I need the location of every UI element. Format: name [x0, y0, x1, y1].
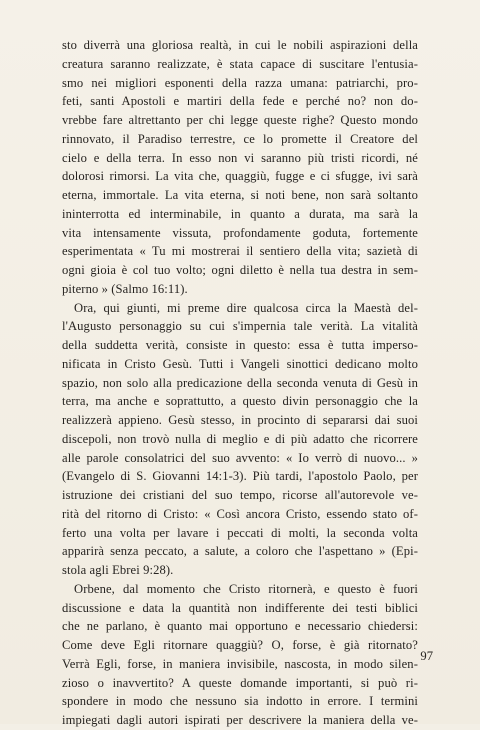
text-line: realizzerà appieno. Gesù stesso, in procinto di separarsi dai suoi — [62, 413, 418, 427]
text-line: terra, ma anche e soprattutto, a questo divin personaggio che la — [62, 394, 418, 409]
text-line: apparirà senza peccato, a salute, a coloro che l'aspettano » (Epi- — [62, 544, 418, 559]
page-number: 97 — [420, 649, 433, 663]
text-line: spondere in modo che nessuno sia indotto in errore. I termini — [62, 694, 418, 709]
text-line: che ne parlano, è quanto mai opportuno e necessario chiedersi: — [62, 619, 418, 634]
paragraph — [62, 36, 418, 299]
text-line: l'Augusto personaggio su cui s'impernia tale verità. La vitalità — [62, 319, 418, 334]
text-line: rità del ritorno di Cristo: « Così ancora Cristo, essendo stato of- — [62, 506, 418, 521]
text-line: vita intensamente vissuta, profondamente goduta, fortemente — [62, 225, 418, 240]
text-line: istruzione dei cristiani del suo tempo, ricorse all'autorevole ve- — [62, 488, 418, 502]
text-line: Verrà Egli, forse, in maniera invisibile, nascosta, in modo silen- — [62, 656, 418, 671]
text-line: Come deve Egli ritornare quaggiù? O, forse, è già ritornato? — [62, 638, 418, 652]
text-line: dolorosi rimorsi. La vita che, quaggiù, fugge e ci sfugge, ivi sarà — [62, 169, 418, 184]
text-line: smo nei migliori esponenti della razza umana: patriarchi, pro- — [62, 75, 418, 90]
text-line: feti, santi Apostoli e martiri della fede e perché no? non do- — [62, 94, 418, 109]
text-line: ferto una volta per lavare i peccati di molti, la seconda volta — [62, 525, 418, 540]
text-line: vrebbe fare altrettanto per chi legge queste righe? Questo mondo — [62, 113, 418, 127]
text-line: della suddetta verità, consiste in questo: essa è tutta imperso- — [62, 338, 418, 352]
paragraph — [62, 299, 418, 580]
text-line: creatura saranno realizzate, è stata capace di suscitare l'entusia- — [62, 56, 418, 71]
text-line: ogni gioia è col tuo volto; ogni diletto è nella tua destra in sem- — [62, 263, 418, 277]
text-line: zioso o inavvertito? A queste domande importanti, si può ri- — [62, 675, 418, 690]
text-line: discussione e data la quantità non indifferente dei testi biblici — [62, 600, 418, 615]
text-line: cielo e della terra. In esso non vi saranno più tristi ricordi, né — [62, 150, 418, 165]
text-line: ininterrotta ed interminabile, in quanto a durata, ma sarà la — [62, 206, 418, 221]
text-line: sto diverrà una gloriosa realtà, in cui le nobili aspirazioni della — [62, 38, 418, 52]
text-line: stola agli Ebrei 9:28). — [62, 563, 174, 577]
text-line: nificata in Cristo Gesù. Tutti i Vangeli sinottici dedicano molto — [62, 356, 418, 371]
text-line: esperimentata « Tu mi mostrerai il sentiero della vita; sazietà di — [62, 244, 418, 259]
paragraph — [62, 580, 418, 730]
text-line: eterna, immortale. La vita eterna, si noti bene, non sarà soltanto — [62, 188, 418, 202]
text-line: rinnovato, il Paradiso terrestre, ce lo promette il Creatore del — [62, 131, 418, 146]
text-line: discepoli, non trovò nulla di meglio e di più adatto che ricorrere — [62, 431, 418, 446]
text-line: Orbene, dal momento che Cristo ritornerà, e questo è fuori — [74, 581, 418, 596]
text-line: alle parole consolatrici del suo avvento: « Io verrò di nuovo... » — [62, 450, 418, 465]
text-line: (Evangelo di S. Giovanni 14:1-3). Più tardi, l'apostolo Paolo, per — [62, 469, 418, 484]
text-line: impiegati dagli autori ispirati per descrivere la maniera della ve- — [62, 713, 418, 727]
text-line: piterno » (Salmo 16:11). — [62, 281, 188, 296]
text-line: Ora, qui giunti, mi preme dire qualcosa circa la Maestà del- — [74, 300, 418, 315]
text-line: spazio, non solo alla predicazione della seconda venuta di Gesù in — [62, 375, 418, 390]
body-text — [62, 36, 418, 730]
